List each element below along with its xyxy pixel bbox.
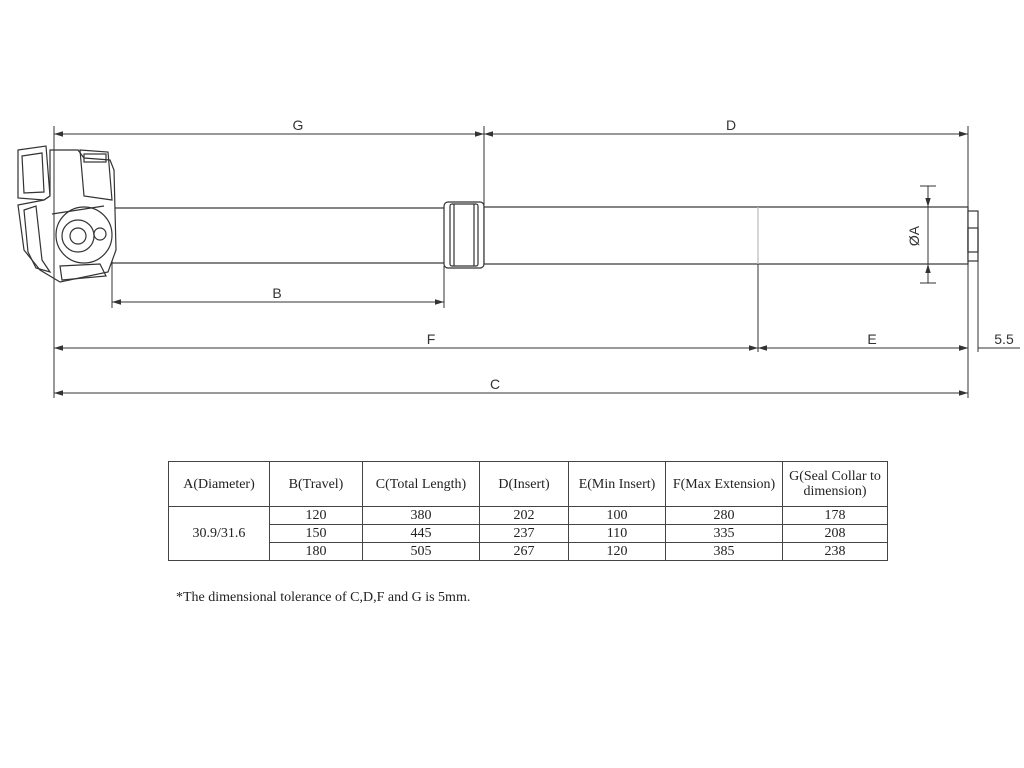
table-cell: 238 — [783, 543, 888, 561]
upper-stanchion — [112, 208, 446, 263]
table-row — [169, 507, 888, 525]
dimension-spec-table — [168, 461, 888, 561]
tolerance-footnote: *The dimensional tolerance of C,D,F and G is 5mm. — [176, 590, 471, 605]
table-cell: 202 — [480, 507, 569, 525]
header-insert: D(Insert) — [480, 462, 569, 507]
table-cell: 380 — [363, 507, 480, 525]
label-f: F — [426, 331, 436, 347]
diameter-cell: 30.9/31.6 — [169, 507, 270, 561]
label-d: D — [725, 117, 737, 133]
header-travel: B(Travel) — [270, 462, 363, 507]
table-cell: 335 — [666, 525, 783, 543]
table-row — [169, 543, 888, 561]
table-cell: 445 — [363, 525, 480, 543]
label-e: E — [867, 331, 877, 347]
seatpost-outline — [112, 202, 978, 268]
table-row — [169, 525, 888, 543]
table-cell: 150 — [270, 525, 363, 543]
saddle-clamp-head — [18, 146, 116, 282]
header-diameter: A(Diameter) — [169, 462, 270, 507]
header-seal-collar: G(Seal Collar to dimension) — [783, 462, 888, 507]
label-c: C — [489, 376, 501, 392]
table-header-row — [169, 462, 888, 507]
label-b: B — [272, 285, 282, 301]
header-max-extension: F(Max Extension) — [666, 462, 783, 507]
lower-tube — [484, 207, 968, 264]
table-cell: 120 — [569, 543, 666, 561]
header-min-insert: E(Min Insert) — [569, 462, 666, 507]
table-cell: 178 — [783, 507, 888, 525]
table-cell: 280 — [666, 507, 783, 525]
table-cell: 100 — [569, 507, 666, 525]
label-diameter: ØA — [906, 225, 922, 247]
table-cell: 110 — [569, 525, 666, 543]
table-cell: 208 — [783, 525, 888, 543]
bottom-plug — [968, 211, 978, 261]
table-cell: 267 — [480, 543, 569, 561]
table-cell: 505 — [363, 543, 480, 561]
label-g: G — [292, 117, 304, 133]
table-cell: 120 — [270, 507, 363, 525]
table-cell: 385 — [666, 543, 783, 561]
table-cell: 180 — [270, 543, 363, 561]
label-offset: 5.5 — [994, 331, 1014, 347]
table-cell: 237 — [480, 525, 569, 543]
header-total-length: C(Total Length) — [363, 462, 480, 507]
